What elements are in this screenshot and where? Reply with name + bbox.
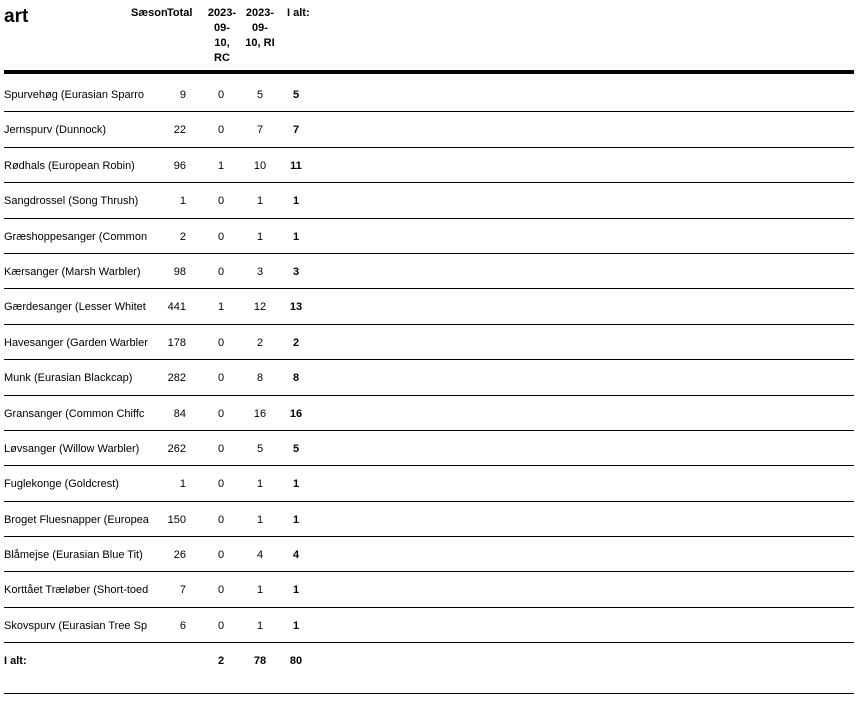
ialt-count: 1 bbox=[292, 478, 300, 491]
ialt-count: 1 bbox=[292, 584, 300, 597]
species-name: Fuglekonge (Goldcrest) bbox=[4, 478, 119, 491]
total-count: 1 bbox=[179, 195, 186, 208]
header-rc bbox=[205, 6, 239, 66]
rc-count: 0 bbox=[217, 407, 225, 420]
total-count: 26 bbox=[173, 549, 186, 562]
ri-count: 1 bbox=[256, 195, 264, 208]
rc-count: 0 bbox=[217, 195, 225, 208]
species-name: Sangdrossel (Song Thrush) bbox=[4, 195, 139, 208]
rc-count: 0 bbox=[217, 336, 225, 349]
table-header bbox=[4, 0, 854, 76]
rc-count: 0 bbox=[217, 124, 225, 137]
table-row bbox=[4, 77, 854, 112]
ialt-count: 7 bbox=[292, 124, 300, 137]
species-name: Gransanger (Common Chiffc bbox=[4, 407, 145, 420]
ri-count: 1 bbox=[256, 619, 264, 632]
ri-count: 12 bbox=[253, 301, 267, 314]
header-divider bbox=[4, 70, 854, 74]
ri-count: 1 bbox=[256, 478, 264, 491]
species-name: Havesanger (Garden Warbler bbox=[4, 336, 148, 349]
rc-count: 0 bbox=[217, 549, 225, 562]
ri-count: 5 bbox=[256, 89, 264, 101]
species-name: Løvsanger (Willow Warbler) bbox=[4, 442, 140, 455]
table-row bbox=[4, 396, 854, 431]
table-row bbox=[4, 325, 854, 360]
header-art: art bbox=[4, 6, 29, 27]
ri-count: 3 bbox=[256, 265, 264, 278]
summary-rc: 2 bbox=[217, 655, 225, 667]
header-saeson: Sæson bbox=[131, 7, 168, 19]
summary-label: I alt: bbox=[4, 655, 27, 667]
species-name: Munk (Eurasian Blackcap) bbox=[4, 372, 133, 385]
rc-count: 0 bbox=[217, 619, 225, 632]
table-row bbox=[4, 289, 854, 324]
ialt-count: 11 bbox=[290, 159, 302, 172]
summary-row bbox=[4, 643, 854, 694]
ri-count: 2 bbox=[256, 336, 264, 349]
species-name: Gærdesanger (Lesser Whitet bbox=[4, 301, 146, 314]
table-row bbox=[4, 148, 854, 183]
total-count: 150 bbox=[167, 513, 186, 526]
table-row bbox=[4, 183, 854, 218]
total-count: 282 bbox=[167, 372, 186, 385]
total-count: 178 bbox=[167, 336, 186, 349]
header-ri-line: 09- bbox=[252, 22, 268, 34]
ri-count: 1 bbox=[256, 513, 264, 526]
total-count: 2 bbox=[179, 230, 186, 243]
species-name: Jernspurv (Dunnock) bbox=[4, 124, 107, 137]
ialt-count: 5 bbox=[292, 89, 300, 101]
ialt-count: 8 bbox=[292, 372, 300, 385]
ialt-count: 3 bbox=[292, 265, 300, 278]
header-rc-line: RC bbox=[214, 52, 230, 64]
header-ri bbox=[243, 6, 277, 51]
rc-count: 0 bbox=[217, 89, 225, 101]
ialt-count: 4 bbox=[292, 549, 300, 562]
rc-count: 0 bbox=[217, 478, 225, 491]
header-total: Total bbox=[167, 7, 193, 19]
rc-count: 0 bbox=[217, 230, 225, 243]
table-row bbox=[4, 572, 854, 607]
rc-count: 0 bbox=[217, 513, 225, 526]
total-count: 98 bbox=[173, 265, 186, 278]
table-row bbox=[4, 502, 854, 537]
summary-ialt: 80 bbox=[289, 655, 303, 667]
total-count: 7 bbox=[179, 584, 186, 597]
total-count: 262 bbox=[167, 442, 186, 455]
species-name: Korttået Træløber (Short-toed bbox=[4, 584, 149, 597]
total-count: 6 bbox=[179, 619, 186, 632]
total-count: 96 bbox=[173, 159, 186, 172]
rc-count: 0 bbox=[217, 584, 225, 597]
rc-count: 0 bbox=[217, 265, 225, 278]
table-row bbox=[4, 466, 854, 501]
ialt-count: 16 bbox=[289, 407, 303, 420]
species-name: Spurvehøg (Eurasian Sparro bbox=[4, 89, 145, 101]
species-name: Rødhals (European Robin) bbox=[4, 159, 135, 172]
header-rc-line: 10, bbox=[214, 37, 230, 49]
ri-count: 5 bbox=[256, 442, 264, 455]
total-count: 1 bbox=[179, 478, 186, 491]
ialt-count: 1 bbox=[292, 195, 300, 208]
header-ri-line: 10, RI bbox=[245, 37, 275, 49]
table-body bbox=[4, 77, 854, 643]
ri-count: 1 bbox=[256, 584, 264, 597]
species-name: Broget Fluesnapper (Europea bbox=[4, 513, 149, 526]
rc-count: 1 bbox=[217, 301, 225, 314]
total-count: 22 bbox=[173, 124, 186, 137]
table-row bbox=[4, 112, 854, 147]
species-name: Græshoppesanger (Common bbox=[4, 230, 148, 243]
table-row bbox=[4, 431, 854, 466]
ialt-count: 1 bbox=[292, 619, 300, 632]
species-name: Skovspurv (Eurasian Tree Sp bbox=[4, 619, 148, 632]
total-count: 84 bbox=[173, 407, 186, 420]
table-row bbox=[4, 360, 854, 395]
header-rc-line: 09- bbox=[214, 22, 230, 34]
rc-count: 0 bbox=[217, 372, 225, 385]
table-row bbox=[4, 608, 854, 643]
ri-count: 7 bbox=[256, 124, 264, 137]
ialt-count: 2 bbox=[292, 336, 300, 349]
summary-ri: 78 bbox=[253, 655, 267, 667]
table-row bbox=[4, 537, 854, 572]
ialt-count: 13 bbox=[289, 301, 303, 314]
header-ri-line: 2023- bbox=[245, 7, 275, 19]
ialt-count: 1 bbox=[292, 230, 300, 243]
header-rc-line: 2023- bbox=[207, 7, 237, 19]
ri-count: 1 bbox=[256, 230, 264, 243]
table-row bbox=[4, 254, 854, 289]
table-row bbox=[4, 219, 854, 254]
species-name: Kærsanger (Marsh Warbler) bbox=[4, 265, 141, 278]
ri-count: 8 bbox=[256, 372, 264, 385]
total-count: 441 bbox=[167, 301, 186, 314]
header-ialt: I alt: bbox=[287, 7, 310, 19]
ialt-count: 1 bbox=[292, 513, 300, 526]
ialt-count: 5 bbox=[292, 442, 300, 455]
rc-count: 0 bbox=[217, 442, 225, 455]
total-count: 9 bbox=[179, 89, 186, 101]
ri-count: 16 bbox=[253, 407, 267, 420]
species-name: Blåmejse (Eurasian Blue Tit) bbox=[4, 549, 143, 562]
ri-count: 10 bbox=[253, 159, 267, 172]
ri-count: 4 bbox=[256, 549, 264, 562]
rc-count: 1 bbox=[217, 159, 225, 172]
